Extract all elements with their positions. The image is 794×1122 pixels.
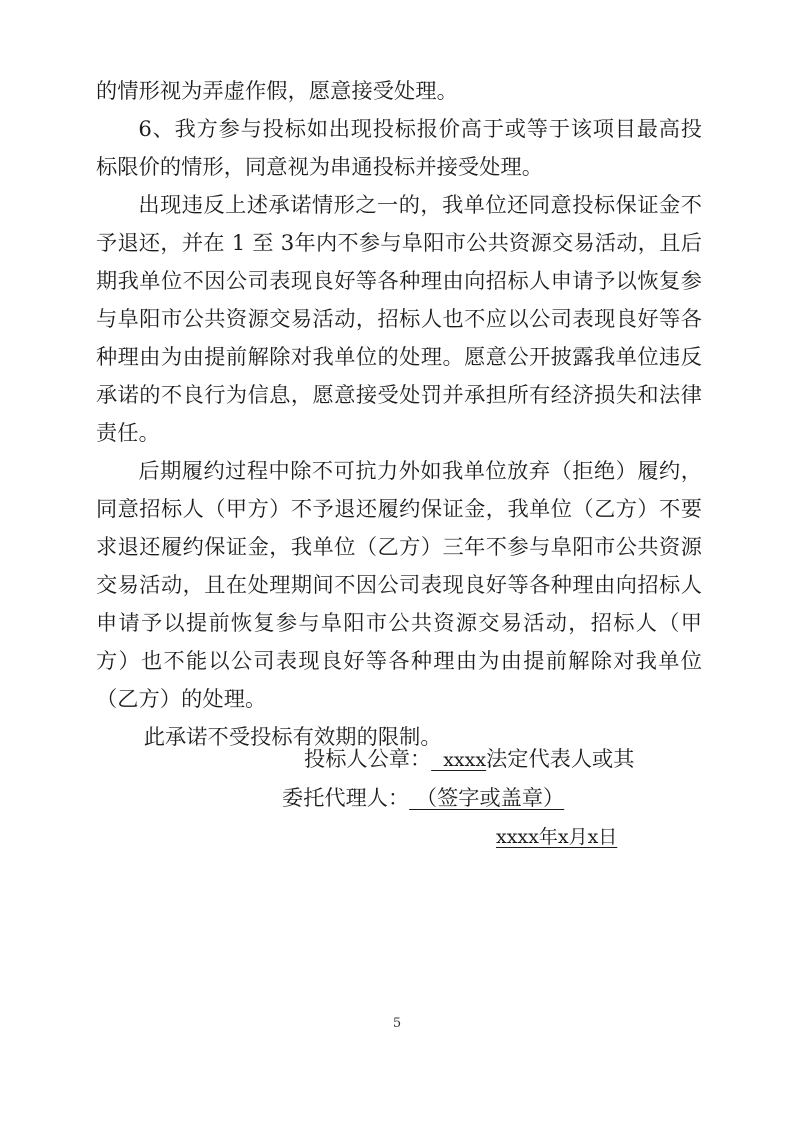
paragraph-performance-breach: 后期履约过程中除不可抗力外如我单位放弃（拒绝）履约，同意招标人（甲方）不予退还履约保证金，我单位（乙方）不要求退还履约保证金，我单位（乙方）三年不参与阜阳市公共资源交易活动，且在处理期间不因公司表现良好等各种理由向招标人申请予以提前恢复参与阜阳市公共资源交易活动，招标人（甲方）也不能以公司表现良好等各种理由为由提前解除对我单位（乙方）的处理。: [96, 458, 702, 711]
seal-label: 投标人公章：: [304, 746, 432, 771]
paragraph-item-6: 6、我方参与投标如出现投标报价高于或等于该项目最高投标限价的情形，同意视为串通投标并接受处理。: [96, 116, 702, 179]
agent-label: 委托代理人：: [282, 785, 410, 810]
document-body: [96, 72, 702, 756]
agent-signature-field[interactable]: （签字或盖章）: [409, 785, 565, 810]
paragraph-continuation: 的情形视为弄虚作假，愿意接受处理。: [96, 78, 458, 103]
signature-block: [96, 740, 702, 856]
paragraph-violation-consequences: 出现违反上述承诺情形之一的，我单位还同意投标保证金不予退还，并在 1 至 3年内不参与阜阳市公共资源交易活动，且后期我单位不因公司表现良好等各种理由向招标人申请予以恢复参与阜阳市公共资源交易活动，招标人也不应以公司表现良好等各种理由为由提前解除对我单位的处理。愿意公开披露我单位违反承诺的不良行为信息，愿意接受处罚并承担所有经济损失和法律责任。: [96, 192, 702, 445]
seal-blank-field[interactable]: xxxx: [431, 749, 487, 771]
date-field[interactable]: xxxx年x月x日: [496, 826, 618, 848]
signature-row-agent: [96, 779, 702, 817]
paragraph-validity: 此承诺不受投标有效期的限制。: [143, 724, 442, 749]
signature-row-date: [96, 817, 702, 856]
signature-row-seal: [96, 740, 702, 779]
seal-suffix-text: 法定代表人或其: [486, 746, 635, 771]
page-number: 5: [392, 1016, 402, 1031]
